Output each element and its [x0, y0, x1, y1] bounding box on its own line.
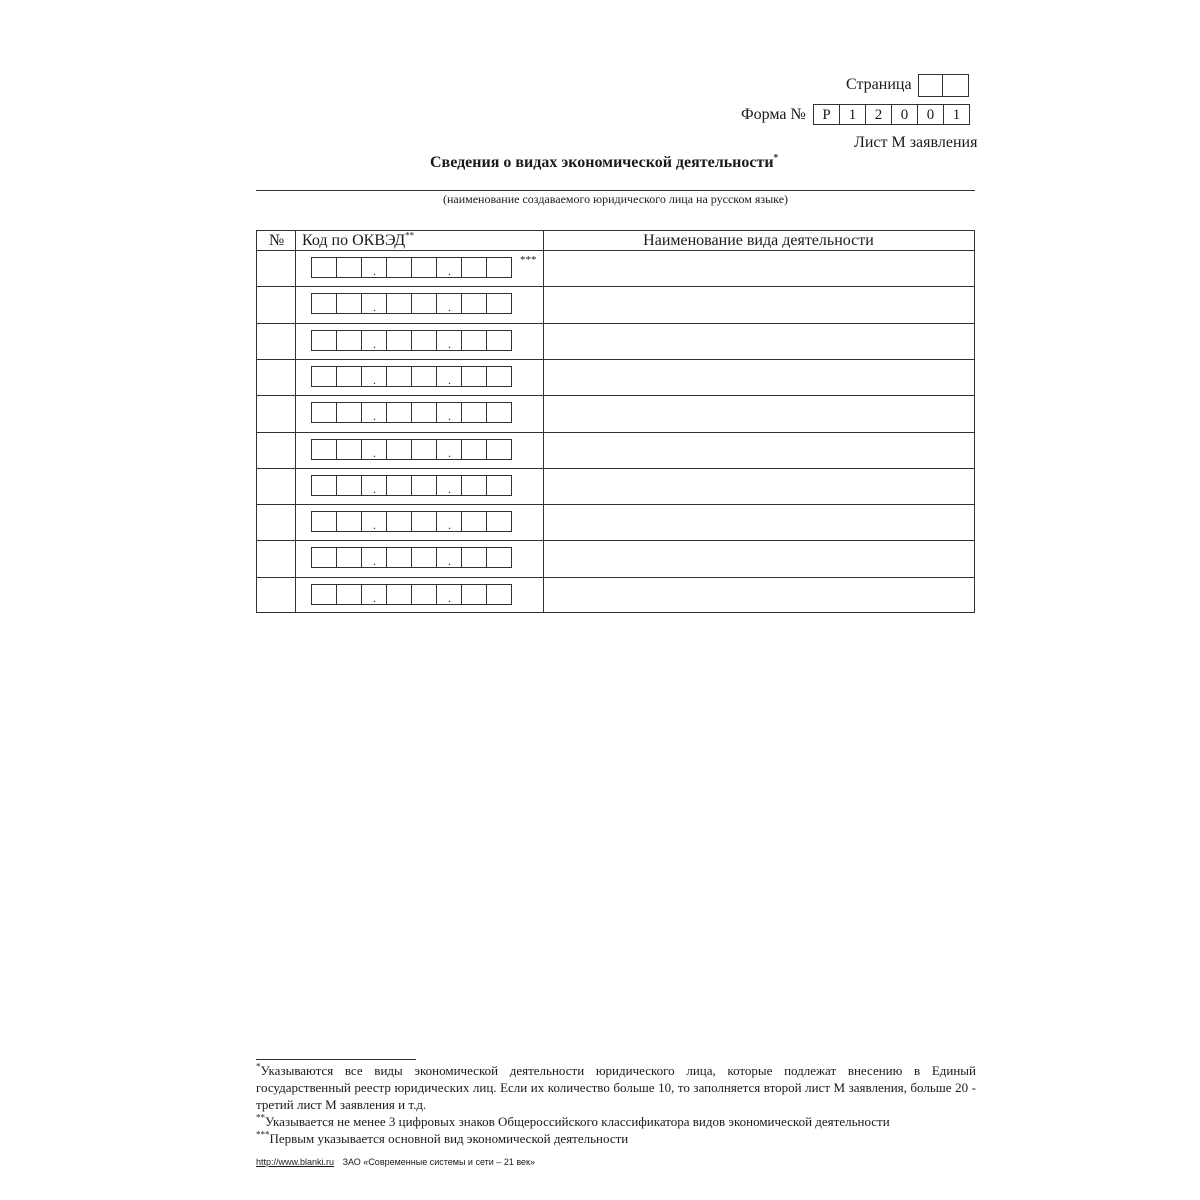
footnote-mark: ** — [256, 1112, 265, 1123]
table-row — [257, 323, 974, 359]
okved-digit-cell[interactable] — [311, 257, 337, 278]
footnote-3 — [256, 1130, 976, 1147]
footer — [256, 1157, 535, 1167]
row-number-cell[interactable] — [257, 504, 295, 540]
okved-digit-cell[interactable] — [411, 511, 437, 532]
footnote-mark: *** — [256, 1129, 270, 1140]
table-row — [257, 286, 974, 322]
okved-digit-cell[interactable] — [361, 330, 387, 351]
okved-digit-cell[interactable] — [486, 475, 512, 496]
okved-code-input[interactable] — [311, 293, 512, 314]
form-cell: 1 — [839, 104, 866, 125]
footnote-text: Указывается не менее 3 цифровых знаков Общероссийского классификатора видов экономической деятельности — [265, 1114, 890, 1129]
table-row — [257, 432, 974, 468]
okved-digit-cell[interactable] — [311, 511, 337, 532]
okved-digit-cell[interactable] — [311, 475, 337, 496]
row-number-cell[interactable] — [257, 286, 295, 322]
footer-company: ЗАО «Современные системы и сети – 21 век» — [342, 1157, 535, 1167]
column-header-code-text: Код по ОКВЭД — [302, 232, 406, 249]
okved-digit-cell[interactable] — [461, 475, 487, 496]
entity-name-caption: (наименование создаваемого юридического лица на русском языке) — [442, 192, 789, 206]
okved-digit-cell[interactable] — [436, 547, 462, 568]
table-row — [257, 359, 974, 395]
okved-digit-cell[interactable] — [461, 330, 487, 351]
okved-digit-cell[interactable] — [411, 402, 437, 423]
okved-code-input[interactable] — [311, 547, 512, 568]
okved-digit-cell[interactable] — [486, 257, 512, 278]
okved-digit-cell[interactable] — [411, 475, 437, 496]
okved-digit-cell[interactable] — [361, 439, 387, 460]
table-row — [257, 250, 974, 286]
activity-name-cell[interactable] — [544, 323, 974, 359]
activity-name-cell[interactable] — [544, 359, 974, 395]
okved-digit-cell[interactable] — [336, 366, 362, 387]
row-number-cell[interactable] — [257, 323, 295, 359]
footnote-1 — [256, 1062, 976, 1113]
okved-digit-cell[interactable] — [436, 330, 462, 351]
footnote-mark: * — [256, 1061, 261, 1072]
okved-digit-cell[interactable] — [486, 366, 512, 387]
okved-digit-cell[interactable] — [361, 475, 387, 496]
okved-digit-cell[interactable] — [436, 584, 462, 605]
activity-name-cell[interactable] — [544, 395, 974, 431]
okved-digit-cell[interactable] — [411, 330, 437, 351]
okved-digit-cell[interactable] — [361, 293, 387, 314]
activity-name-cell[interactable] — [544, 250, 974, 286]
okved-digit-cell[interactable] — [436, 402, 462, 423]
form-label: Форма № — [741, 106, 806, 123]
footnote-text: Первым указывается основной вид экономической деятельности — [269, 1131, 629, 1146]
okved-digit-cell[interactable] — [486, 511, 512, 532]
okved-digit-cell[interactable] — [336, 439, 362, 460]
form-cell: 2 — [865, 104, 892, 125]
row-number-cell[interactable] — [257, 540, 295, 576]
column-header-code — [302, 231, 414, 250]
table-row — [257, 395, 974, 431]
okved-digit-cell[interactable] — [336, 547, 362, 568]
okved-digit-cell[interactable] — [386, 439, 412, 460]
okved-digit-cell[interactable] — [486, 439, 512, 460]
okved-digit-cell[interactable] — [336, 293, 362, 314]
form-number-cells — [813, 104, 970, 125]
okved-digit-cell[interactable] — [486, 584, 512, 605]
okved-digit-cell[interactable] — [386, 584, 412, 605]
row-number-cell[interactable] — [257, 468, 295, 504]
entity-name-input-line[interactable] — [256, 190, 975, 191]
row-number-cell[interactable] — [257, 432, 295, 468]
okved-digit-cell[interactable] — [361, 366, 387, 387]
okved-code-input[interactable] — [311, 402, 512, 423]
okved-digit-cell[interactable] — [436, 257, 462, 278]
okved-digit-cell[interactable] — [436, 475, 462, 496]
column-header-number: № — [269, 232, 285, 249]
okved-digit-cell[interactable] — [311, 293, 337, 314]
footnote-text: Указываются все виды экономической деятельности юридического лица, которые подлежат внесению в Единый государственный реестр юридических лиц. Если их количество больше 10, то заполняется второй лист М заявления, больше 20 - третий лист М заявления и т.д. — [256, 1063, 976, 1112]
okved-digit-cell[interactable] — [336, 402, 362, 423]
okved-digit-cell[interactable] — [411, 293, 437, 314]
okved-digit-cell[interactable] — [461, 511, 487, 532]
okved-digit-cell[interactable] — [386, 511, 412, 532]
okved-code-input[interactable] — [311, 475, 512, 496]
okved-digit-cell[interactable] — [461, 547, 487, 568]
okved-digit-cell[interactable] — [336, 330, 362, 351]
page-cell[interactable] — [942, 74, 969, 97]
okved-digit-cell[interactable] — [336, 475, 362, 496]
okved-code-input[interactable] — [311, 439, 512, 460]
row-number-cell[interactable] — [257, 395, 295, 431]
sheet-label: Лист М заявления — [854, 134, 978, 151]
okved-digit-cell[interactable] — [461, 439, 487, 460]
form-cell: 0 — [917, 104, 944, 125]
okved-digit-cell[interactable] — [461, 366, 487, 387]
okved-digit-cell[interactable] — [461, 257, 487, 278]
okved-digit-cell[interactable] — [411, 439, 437, 460]
footnote-2 — [256, 1113, 976, 1130]
page-cell[interactable] — [918, 74, 943, 97]
code-footnote-mark: ** — [405, 230, 415, 241]
footer-url-link[interactable]: http://www.blanki.ru — [256, 1157, 335, 1167]
activity-name-cell[interactable] — [544, 504, 974, 540]
table-row — [257, 577, 974, 613]
okved-digit-cell[interactable] — [336, 257, 362, 278]
activity-name-cell[interactable] — [544, 432, 974, 468]
okved-code-input[interactable] — [311, 584, 512, 605]
okved-digit-cell[interactable] — [336, 511, 362, 532]
okved-digit-cell[interactable] — [486, 402, 512, 423]
okved-digit-cell[interactable] — [361, 584, 387, 605]
page-number-cells — [918, 74, 969, 97]
row-number-cell[interactable] — [257, 250, 295, 286]
okved-digit-cell[interactable] — [436, 366, 462, 387]
okved-digit-cell[interactable] — [386, 366, 412, 387]
okved-digit-cell[interactable] — [411, 257, 437, 278]
okved-code-input[interactable] — [311, 366, 512, 387]
activity-name-cell[interactable] — [544, 577, 974, 613]
okved-digit-cell[interactable] — [386, 475, 412, 496]
okved-digit-cell[interactable] — [386, 293, 412, 314]
okved-digit-cell[interactable] — [386, 330, 412, 351]
okved-digit-cell[interactable] — [486, 547, 512, 568]
okved-digit-cell[interactable] — [311, 366, 337, 387]
first-row-footnote-mark: *** — [520, 254, 537, 266]
okved-digit-cell[interactable] — [436, 511, 462, 532]
title-footnote-mark: * — [773, 152, 779, 163]
okved-digit-cell[interactable] — [461, 293, 487, 314]
okved-digit-cell[interactable] — [486, 293, 512, 314]
okved-digit-cell[interactable] — [386, 402, 412, 423]
okved-table — [256, 230, 975, 613]
okved-digit-cell[interactable] — [461, 584, 487, 605]
activity-name-cell[interactable] — [544, 468, 974, 504]
okved-digit-cell[interactable] — [361, 511, 387, 532]
page-label: Страница — [846, 76, 912, 93]
okved-digit-cell[interactable] — [361, 257, 387, 278]
title-text: Сведения о видах экономической деятельности — [430, 154, 774, 171]
okved-digit-cell[interactable] — [361, 402, 387, 423]
activity-name-cell[interactable] — [544, 540, 974, 576]
form-cell: 1 — [943, 104, 970, 125]
okved-digit-cell[interactable] — [461, 402, 487, 423]
row-number-cell[interactable] — [257, 359, 295, 395]
okved-digit-cell[interactable] — [311, 402, 337, 423]
table-row — [257, 468, 974, 504]
okved-digit-cell[interactable] — [386, 257, 412, 278]
okved-digit-cell[interactable] — [361, 547, 387, 568]
form-cell: Р — [813, 104, 840, 125]
okved-digit-cell[interactable] — [336, 584, 362, 605]
okved-digit-cell[interactable] — [311, 439, 337, 460]
okved-code-input[interactable] — [311, 257, 512, 278]
okved-code-input[interactable] — [311, 511, 512, 532]
okved-code-input[interactable] — [311, 330, 512, 351]
okved-digit-cell[interactable] — [436, 293, 462, 314]
okved-digit-cell[interactable] — [311, 330, 337, 351]
table-row — [257, 540, 974, 576]
row-number-cell[interactable] — [257, 577, 295, 613]
okved-digit-cell[interactable] — [386, 547, 412, 568]
okved-digit-cell[interactable] — [486, 330, 512, 351]
okved-digit-cell[interactable] — [411, 366, 437, 387]
table-row — [257, 504, 974, 540]
column-header-name: Наименование вида деятельности — [643, 232, 874, 249]
okved-digit-cell[interactable] — [311, 547, 337, 568]
okved-digit-cell[interactable] — [311, 584, 337, 605]
okved-digit-cell[interactable] — [411, 584, 437, 605]
okved-digit-cell[interactable] — [411, 547, 437, 568]
okved-digit-cell[interactable] — [436, 439, 462, 460]
footnote-separator — [256, 1059, 416, 1060]
page-title — [430, 154, 778, 172]
activity-name-cell[interactable] — [544, 286, 974, 322]
form-cell: 0 — [891, 104, 918, 125]
